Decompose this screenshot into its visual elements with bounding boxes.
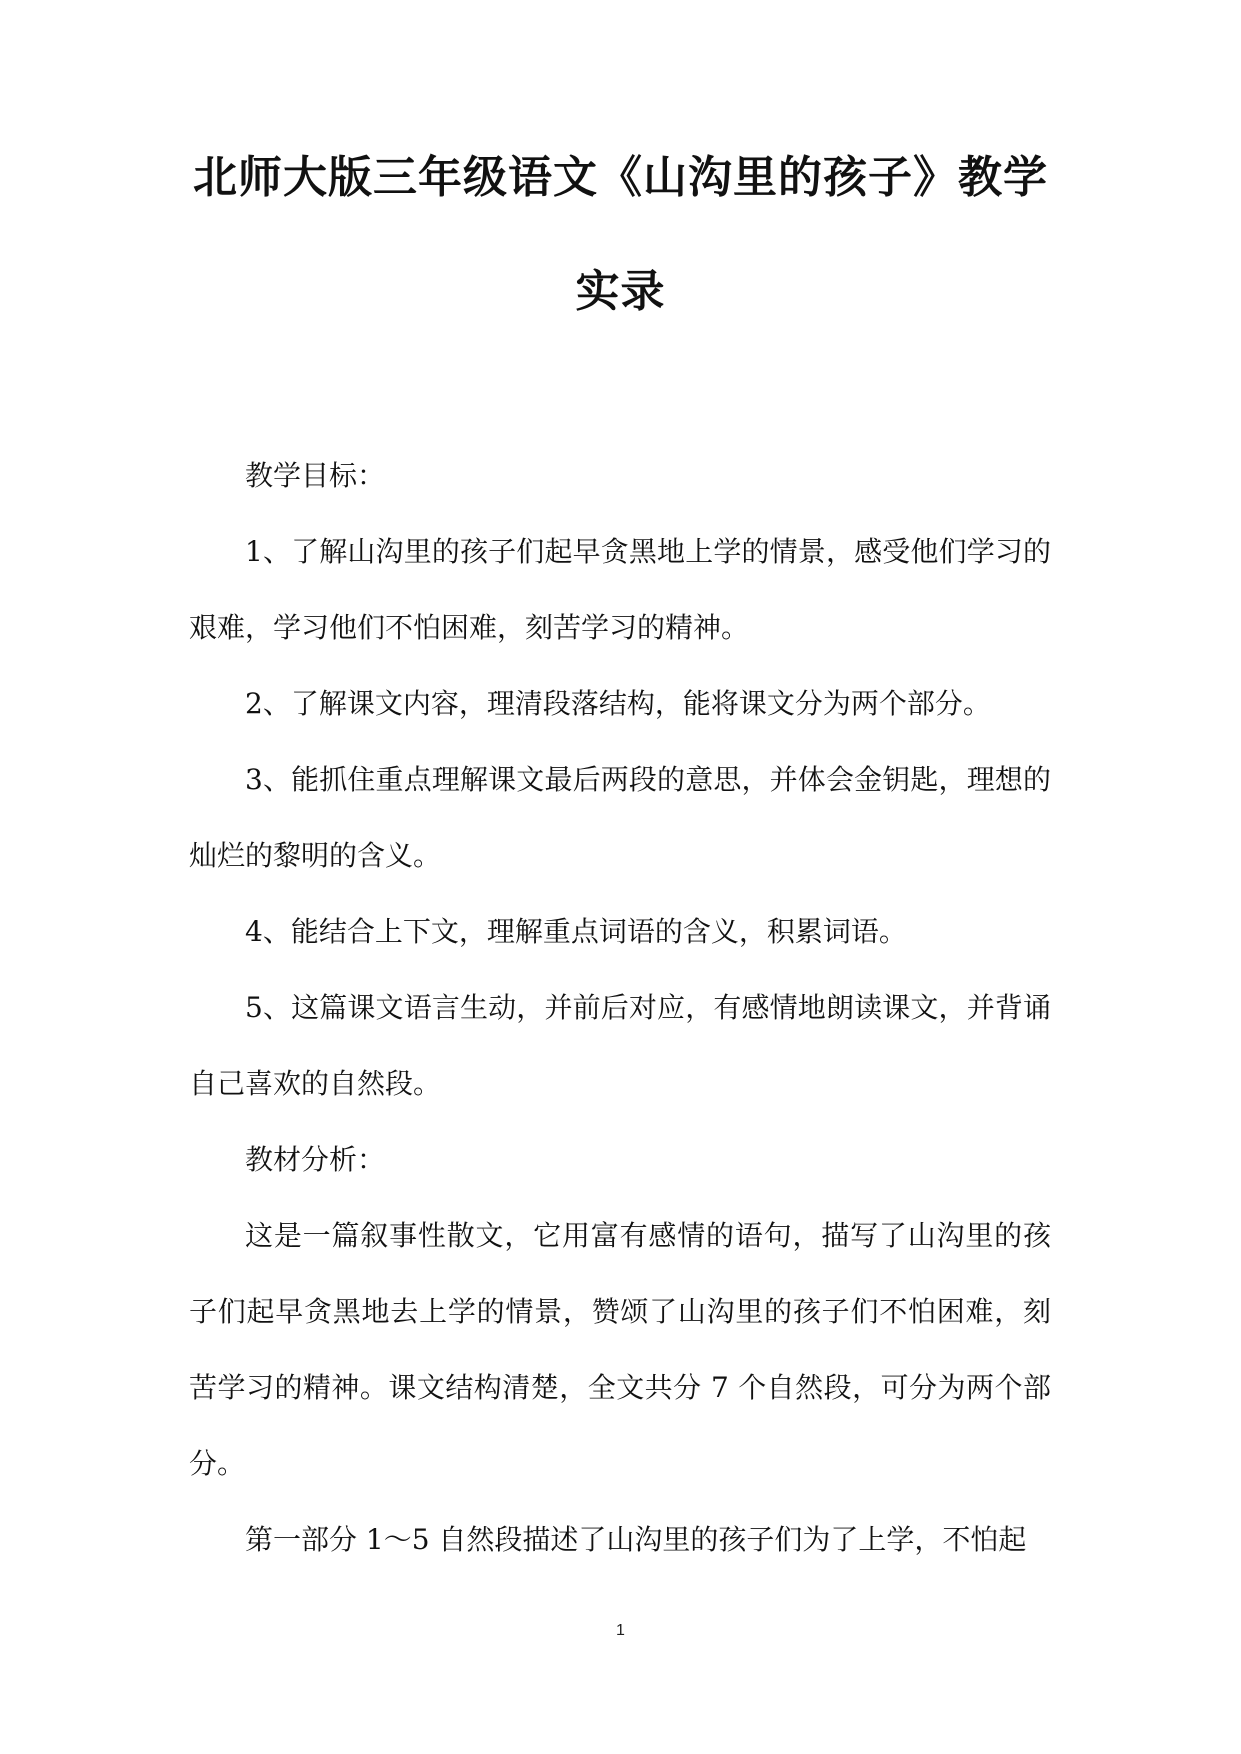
- paragraph: 第一部分 1～5 自然段描述了山沟里的孩子们为了上学，不怕起: [245, 1523, 1027, 1556]
- section-heading-objectives: 教学目标：: [245, 459, 386, 492]
- page-number: 1: [616, 1622, 625, 1639]
- paragraph: 这是一篇叙事性散文，它用富有感情的语句，描写了山沟里的孩子们起早贪黑地去上学的情景，赞颂了山沟里的孩子们不怕困难，刻苦学习的精神。课文结构清楚，全文共分 7 个自然段，可分为两个部分。: [189, 1219, 1051, 1480]
- paragraph: 3、能抓住重点理解课文最后两段的意思，并体会金钥匙，理想的灿烂的黎明的含义。: [189, 763, 1051, 872]
- document-title-line-2: 实录: [575, 266, 666, 317]
- paragraph: 4、能结合上下文，理解重点词语的含义，积累词语。: [245, 915, 907, 948]
- paragraph: 1、了解山沟里的孩子们起早贪黑地上学的情景，感受他们学习的艰难，学习他们不怕困难，刻苦学习的精神。: [189, 535, 1051, 644]
- document-body: [189, 438, 1051, 1578]
- paragraph: 2、了解课文内容，理清段落结构，能将课文分为两个部分。: [245, 687, 991, 720]
- document-title-line-1: 北师大版三年级语文《山沟里的孩子》教学: [193, 152, 1048, 203]
- section-heading-analysis: 教材分析：: [245, 1143, 386, 1176]
- paragraph: 5、这篇课文语言生动，并前后对应，有感情地朗读课文，并背诵自己喜欢的自然段。: [189, 991, 1051, 1100]
